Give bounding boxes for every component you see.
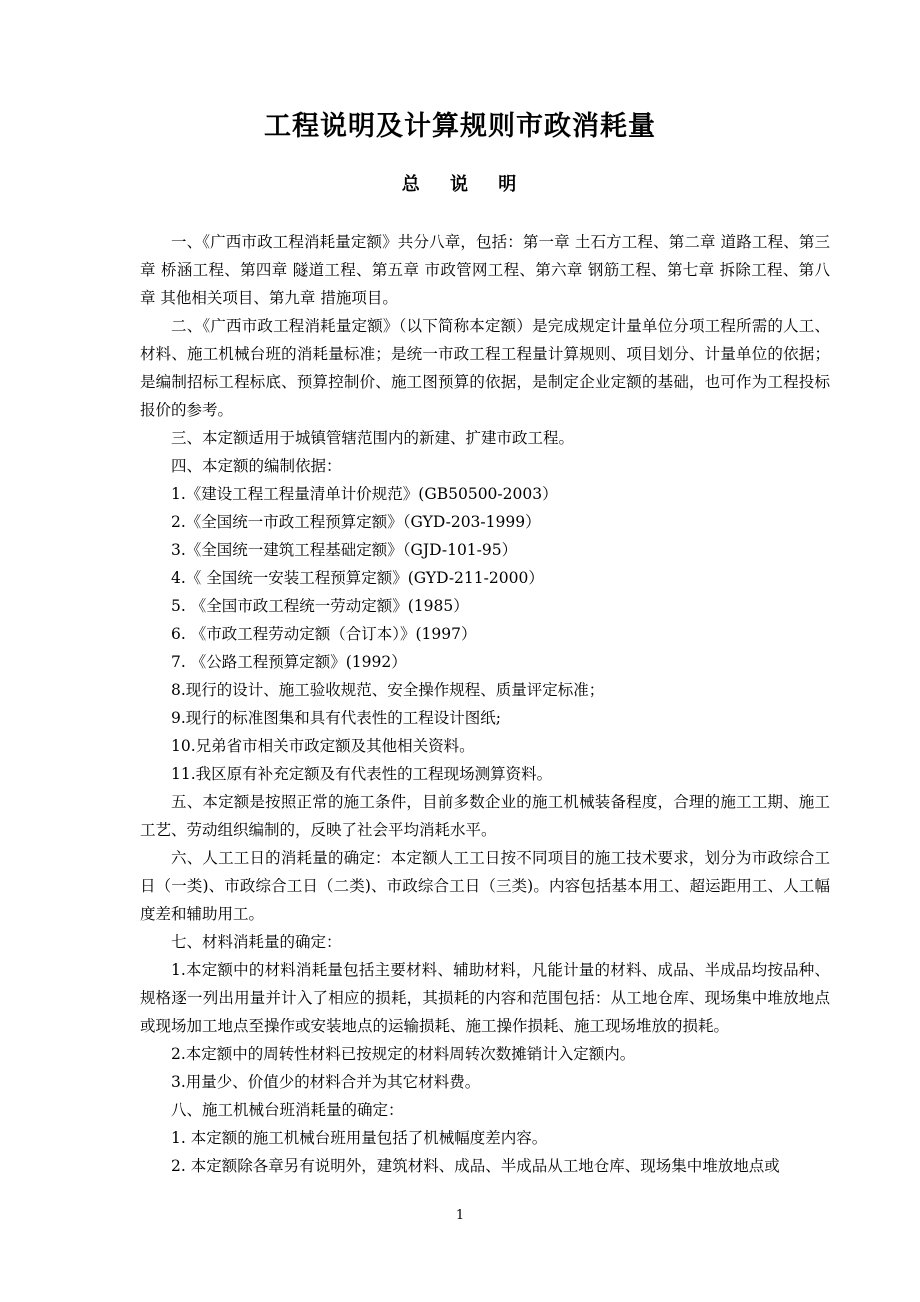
basis-item-11: 11.我区原有补充定额及有代表性的工程现场测算资料。: [171, 765, 553, 783]
machine-item-2: 2. 本定额除各章另有说明外，建筑材料、成品、半成品从工地仓库、现场集中堆放地点或: [171, 1157, 780, 1175]
basis-item-6: 6. 《市政工程劳动定额（合订本）》(1997）: [171, 625, 477, 643]
paragraph-2: 二、《广西市政工程消耗量定额》（以下简称本定额）是完成规定计量单位分项工程所需的人工、材料、施工机械台班的消耗量标准；是统一市政工程工程量计算规则、项目划分、计量单位的依据；是编制招标工程标底、预算控制价、施工图预算的依据，是制定企业定额的基础，也可作为工程投标报价的参考。: [140, 317, 830, 419]
basis-item-5: 5. 《全国市政工程统一劳动定额》(1985）: [171, 597, 469, 615]
paragraph-1: 一、《广西市政工程消耗量定额》共分八章，包括：第一章 土石方工程、第二章 道路工程、第三章 桥涵工程、第四章 隧道工程、第五章 市政管网工程、第六章 钢筋工程、第七章 拆除工程、第八章 其他相关项目、第九章 措施项目。: [140, 233, 830, 307]
paragraph-7: 七、材料消耗量的确定：: [171, 933, 342, 951]
material-item-2: 2.本定额中的周转性材料已按规定的材料周转次数摊销计入定额内。: [171, 1045, 636, 1063]
machine-item-1: 1. 本定额的施工机械台班用量包括了机械幅度差内容。: [171, 1129, 548, 1147]
paragraph-3: 三、本定额适用于城镇管辖范围内的新建、扩建市政工程。: [171, 429, 575, 447]
basis-item-1: 1.《建设工程工程量清单计价规范》(GB50500-2003）: [171, 485, 558, 503]
material-item-3: 3.用量少、价值少的材料合并为其它材料费。: [171, 1073, 481, 1091]
document-title: 工程说明及计算规则市政消耗量: [264, 111, 656, 142]
basis-item-3: 3.《全国统一建筑工程基础定额》（GJD-101-95）: [171, 541, 518, 559]
document-body: [140, 228, 830, 1180]
basis-item-4: 4.《 全国统一安装工程预算定额》(GYD-211-2000）: [171, 569, 544, 587]
basis-item-7: 7. 《公路工程预算定额》(1992）: [171, 653, 407, 671]
paragraph-5: 五、本定额是按照正常的施工条件，目前多数企业的施工机械装备程度，合理的施工工期、施工工艺、劳动组织编制的，反映了社会平均消耗水平。: [140, 793, 830, 839]
paragraph-6: 六、人工工日的消耗量的确定：本定额人工工日按不同项目的施工技术要求，划分为市政综合工日（一类)、市政综合工日（二类)、市政综合工日（三类)。内容包括基本用工、超运距用工、人工幅度差和辅助用工。: [140, 849, 830, 923]
section-heading: 总 说 明: [401, 174, 529, 195]
basis-item-8: 8.现行的设计、施工验收规范、安全操作规程、质量评定标准；: [171, 681, 605, 699]
paragraph-8: 八、施工机械台班消耗量的确定：: [171, 1101, 404, 1119]
material-item-1: 1.本定额中的材料消耗量包括主要材料、辅助材料，凡能计量的材料、成品、半成品均按品种、规格逐一列出用量并计入了相应的损耗，其损耗的内容和范围包括：从工地仓库、现场集中堆放地点或现场加工地点至操作或安装地点的运输损耗、施工操作损耗、施工现场堆放的损耗。: [140, 961, 830, 1035]
basis-item-9: 9.现行的标准图集和具有代表性的工程设计图纸;: [171, 709, 502, 727]
basis-item-10: 10.兄弟省市相关市政定额及其他相关资料。: [171, 737, 475, 755]
basis-item-2: 2.《全国统一市政工程预算定额》（GYD-203-1999）: [171, 513, 541, 531]
paragraph-4: 四、本定额的编制依据：: [171, 457, 342, 475]
page-number: 1: [455, 1208, 465, 1223]
